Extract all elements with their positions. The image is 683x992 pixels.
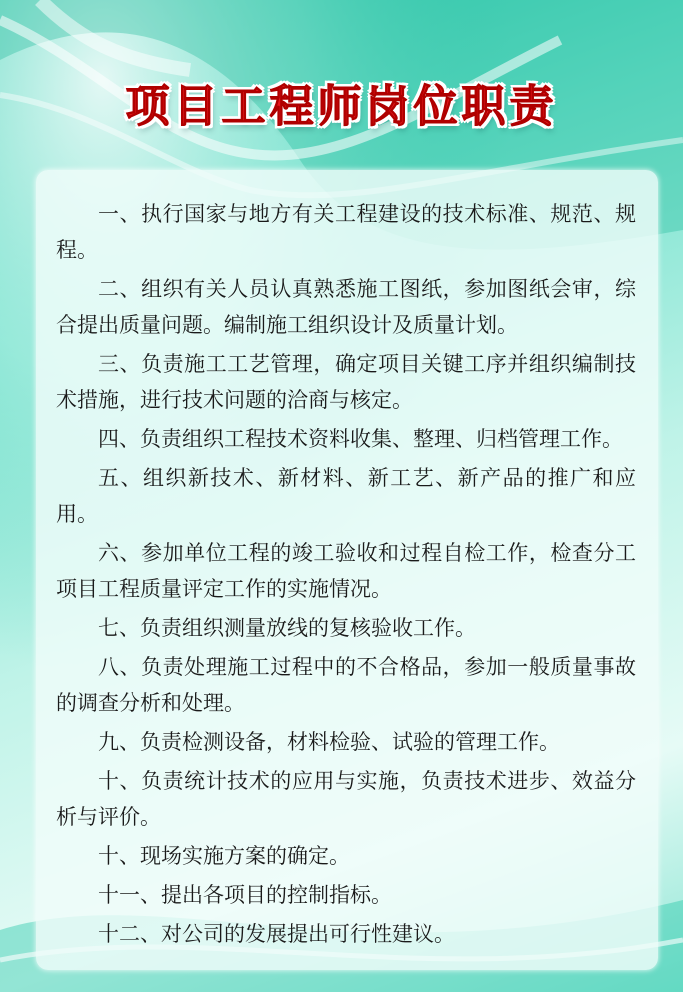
duty-item: 四、负责组织工程技术资料收集、整理、归档管理工作。	[98, 427, 623, 451]
duty-item: 五、组织新技术、新材料、新工艺、新产品的推广和应用。	[56, 466, 636, 526]
page-title: 项目工程师岗位职责	[125, 81, 558, 132]
duty-item: 八、负责处理施工过程中的不合格品，参加一般质量事故的调查分析和处理。	[56, 655, 636, 715]
duty-item: 一、执行国家与地方有关工程建设的技术标准、规范、规程。	[56, 202, 636, 262]
duty-item: 二、组织有关人员认真熟悉施工图纸，参加图纸会审，综合提出质量问题。编制施工组织设计及质量计划。	[56, 277, 636, 337]
duty-list	[56, 196, 636, 955]
duty-item: 六、参加单位工程的竣工验收和过程自检工作，检查分工项目工程质量评定工作的实施情况。	[56, 541, 636, 601]
duty-item: 十二、对公司的发展提出可行性建议。	[98, 922, 455, 946]
duty-item: 九、负责检测设备，材料检验、试验的管理工作。	[98, 730, 560, 754]
duty-item: 三、负责施工工艺管理，确定项目关键工序并组织编制技术措施，进行技术问题的洽商与核定。	[56, 352, 636, 412]
duty-item: 十、现场实施方案的确定。	[98, 844, 350, 868]
duty-item: 七、负责组织测量放线的复核验收工作。	[98, 616, 476, 640]
duty-item: 十、负责统计技术的应用与实施，负责技术进步、效益分析与评价。	[56, 769, 636, 829]
duty-item: 十一、提出各项目的控制指标。	[98, 883, 392, 907]
